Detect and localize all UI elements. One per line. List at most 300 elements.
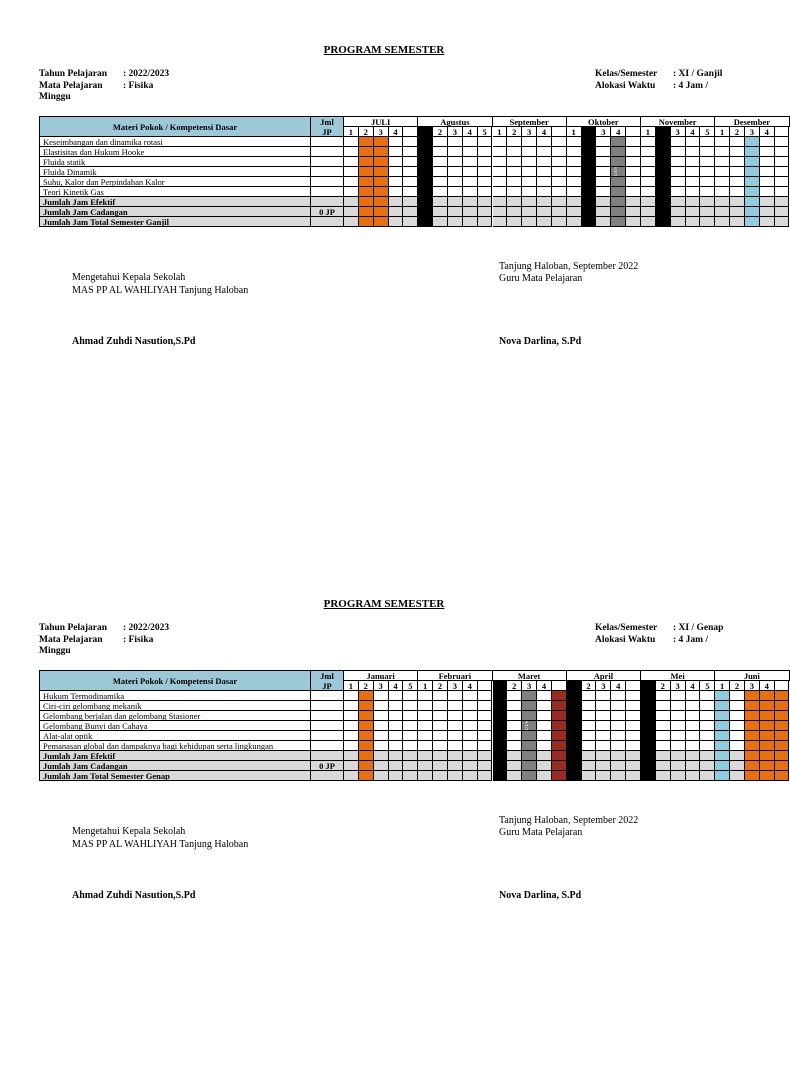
week-cell xyxy=(775,711,790,721)
week-cell xyxy=(686,197,701,207)
week-cell xyxy=(582,187,597,197)
week-cell xyxy=(389,147,404,157)
week-cell xyxy=(433,207,448,217)
week-cell xyxy=(374,207,389,217)
week-cell xyxy=(359,217,374,227)
signature-left-name: Ahmad Zuhdi Nasution,S.Pd xyxy=(72,336,196,347)
meta-label: Kelas/Semester xyxy=(595,69,658,79)
week-cell xyxy=(582,197,597,207)
week-cell xyxy=(671,761,686,771)
week-cell xyxy=(537,751,552,761)
week-cell xyxy=(671,701,686,711)
week-cell xyxy=(715,217,730,227)
week-cell xyxy=(641,187,656,197)
week-cell xyxy=(611,147,626,157)
meta-value: : XI / Genap xyxy=(673,623,724,633)
week-cell xyxy=(433,187,448,197)
week-cell xyxy=(700,701,715,711)
week-cell xyxy=(641,177,656,187)
week-cell xyxy=(760,197,775,207)
week-cell xyxy=(493,701,508,711)
week-cell xyxy=(730,177,745,187)
week-cell xyxy=(374,137,389,147)
week-cell xyxy=(403,721,418,731)
week-cell xyxy=(463,741,478,751)
week-cell xyxy=(775,177,790,187)
week-cell xyxy=(567,741,582,751)
week-cell xyxy=(641,691,656,701)
week-cell xyxy=(700,147,715,157)
week-cell xyxy=(403,701,418,711)
week-cell xyxy=(478,207,493,217)
week-cell xyxy=(507,177,522,187)
week-cell xyxy=(745,701,760,711)
week-cell xyxy=(641,137,656,147)
summary-row: Jumlah Jam Cadangan xyxy=(40,207,311,217)
week-number: 2 xyxy=(359,127,374,137)
topic-row: Pemanasan global dan dampaknya bagi kehidupan serta lingkungan xyxy=(40,741,311,751)
week-cell xyxy=(493,187,508,197)
week-number: 5 xyxy=(403,681,418,691)
week-cell xyxy=(418,137,433,147)
week-cell xyxy=(537,217,552,227)
page-title: PROGRAM SEMESTER xyxy=(323,598,445,610)
week-cell xyxy=(344,207,359,217)
week-cell xyxy=(775,751,790,761)
week-cell xyxy=(596,187,611,197)
week-cell xyxy=(463,721,478,731)
week-cell xyxy=(641,721,656,731)
week-cell xyxy=(448,167,463,177)
signature-right-name: Nova Darlina, S.Pd xyxy=(499,336,582,347)
week-cell xyxy=(596,711,611,721)
week-cell xyxy=(686,761,701,771)
week-cell xyxy=(671,217,686,227)
week-cell xyxy=(715,147,730,157)
week-cell xyxy=(700,711,715,721)
week-cell xyxy=(760,207,775,217)
week-cell xyxy=(700,157,715,167)
week-number: 2 xyxy=(582,681,597,691)
week-cell xyxy=(448,217,463,227)
week-cell xyxy=(389,167,404,177)
week-cell xyxy=(611,197,626,207)
jml-jp-cell xyxy=(311,721,344,731)
week-cell xyxy=(730,711,745,721)
week-cell xyxy=(596,197,611,207)
week-cell xyxy=(448,207,463,217)
week-cell xyxy=(448,147,463,157)
week-cell xyxy=(656,167,671,177)
week-cell xyxy=(448,751,463,761)
week-cell xyxy=(403,197,418,207)
week-cell xyxy=(403,177,418,187)
week-cell xyxy=(448,731,463,741)
week-cell xyxy=(344,217,359,227)
meta-left xyxy=(39,623,169,658)
week-cell xyxy=(745,167,760,177)
week-number: 2 xyxy=(507,127,522,137)
week-cell xyxy=(700,741,715,751)
week-cell xyxy=(389,137,404,147)
week-cell xyxy=(567,751,582,761)
week-cell xyxy=(418,751,433,761)
week-number: 3 xyxy=(522,681,537,691)
month-header: Desember xyxy=(715,117,789,127)
meta-label: Alokasi Waktu xyxy=(595,80,656,91)
week-cell xyxy=(641,207,656,217)
week-cell xyxy=(641,731,656,741)
week-cell xyxy=(522,751,537,761)
week-cell xyxy=(671,137,686,147)
week-cell xyxy=(537,721,552,731)
week-cell xyxy=(403,157,418,167)
week-cell xyxy=(359,197,374,207)
week-cell xyxy=(418,731,433,741)
week-cell xyxy=(641,711,656,721)
week-cell xyxy=(359,207,374,217)
summary-row: Jumlah Jam Efektif xyxy=(40,751,311,761)
week-cell xyxy=(374,721,389,731)
week-cell xyxy=(760,187,775,197)
week-cell xyxy=(715,711,730,721)
month-header: Januari xyxy=(344,671,418,681)
week-number: 4 xyxy=(686,127,701,137)
week-cell xyxy=(715,157,730,167)
week-cell xyxy=(537,137,552,147)
week-cell xyxy=(596,731,611,741)
week-cell xyxy=(626,731,641,741)
week-cell xyxy=(730,207,745,217)
week-cell xyxy=(582,691,597,701)
week-cell xyxy=(611,187,626,197)
week-cell xyxy=(775,701,790,711)
program-table xyxy=(39,116,790,227)
week-cell xyxy=(656,157,671,167)
week-cell xyxy=(745,751,760,761)
week-number: 3 xyxy=(522,127,537,137)
week-number: 1 xyxy=(567,127,582,137)
week-cell xyxy=(463,197,478,207)
week-cell xyxy=(552,701,567,711)
summary-row: Jumlah Jam Cadangan xyxy=(40,761,311,771)
week-cell xyxy=(389,217,404,227)
week-cell xyxy=(567,731,582,741)
week-cell xyxy=(433,751,448,761)
week-cell xyxy=(775,157,790,167)
week-cell xyxy=(403,731,418,741)
week-cell xyxy=(552,137,567,147)
meta-row xyxy=(595,635,723,647)
week-cell xyxy=(448,137,463,147)
week-cell xyxy=(700,197,715,207)
week-cell xyxy=(552,147,567,157)
week-cell xyxy=(389,721,404,731)
month-header: April xyxy=(567,671,641,681)
week-cell xyxy=(567,761,582,771)
week-cell xyxy=(359,771,374,781)
week-cell xyxy=(552,711,567,721)
week-cell xyxy=(611,137,626,147)
summary-jml xyxy=(311,771,344,781)
week-cell xyxy=(389,741,404,751)
week-cell xyxy=(745,217,760,227)
week-cell xyxy=(537,207,552,217)
week-cell xyxy=(641,197,656,207)
semester-genap-section xyxy=(0,554,768,1066)
week-cell xyxy=(626,751,641,761)
meta-row xyxy=(39,646,169,658)
week-number: 4 xyxy=(686,681,701,691)
week-cell xyxy=(344,691,359,701)
week-cell xyxy=(344,147,359,157)
week-cell xyxy=(582,157,597,167)
week-cell xyxy=(478,147,493,157)
week-number xyxy=(626,127,641,137)
week-cell xyxy=(775,761,790,771)
uts-label: UTS xyxy=(525,721,531,731)
week-cell xyxy=(611,217,626,227)
week-cell xyxy=(418,741,433,751)
week-cell xyxy=(582,741,597,751)
week-cell xyxy=(745,177,760,187)
week-cell xyxy=(641,761,656,771)
week-cell xyxy=(478,197,493,207)
topic-row: Fluida Dinamik xyxy=(40,167,311,177)
week-cell xyxy=(567,167,582,177)
week-number: 4 xyxy=(611,681,626,691)
week-cell xyxy=(656,691,671,701)
week-cell xyxy=(507,197,522,207)
week-cell xyxy=(582,731,597,741)
week-cell xyxy=(552,187,567,197)
week-cell xyxy=(344,771,359,781)
week-cell xyxy=(448,701,463,711)
meta-value: : 4 Jam / xyxy=(673,80,709,91)
week-cell xyxy=(493,157,508,167)
week-cell xyxy=(389,731,404,741)
jml-jp-cell xyxy=(311,711,344,721)
meta-value: : XI / Ganjil xyxy=(673,69,723,79)
week-cell xyxy=(478,167,493,177)
week-number: 3 xyxy=(745,127,760,137)
week-cell xyxy=(493,721,508,731)
week-cell xyxy=(582,751,597,761)
week-cell xyxy=(418,217,433,227)
week-cell xyxy=(522,177,537,187)
week-cell xyxy=(582,147,597,157)
summary-row: Jumlah Jam Total Semester Ganjil xyxy=(40,217,311,227)
week-number xyxy=(403,127,418,137)
week-cell xyxy=(686,137,701,147)
summary-jml xyxy=(311,217,344,227)
week-cell xyxy=(522,167,537,177)
week-cell xyxy=(730,167,745,177)
week-number: 4 xyxy=(463,681,478,691)
week-cell xyxy=(582,761,597,771)
week-cell xyxy=(359,187,374,197)
week-cell xyxy=(730,761,745,771)
week-cell xyxy=(656,147,671,157)
meta-value: : 2022/2023 xyxy=(123,623,170,633)
week-cell xyxy=(493,147,508,157)
week-cell xyxy=(760,711,775,721)
week-cell xyxy=(507,157,522,167)
month-header: Oktober xyxy=(567,117,641,127)
week-number: 1 xyxy=(418,127,433,137)
week-cell xyxy=(656,771,671,781)
meta-label: Kelas/Semester xyxy=(595,623,658,633)
week-number: 3 xyxy=(671,127,686,137)
week-cell xyxy=(567,771,582,781)
week-number: 5 xyxy=(700,681,715,691)
week-cell xyxy=(344,167,359,177)
week-cell xyxy=(374,731,389,741)
week-cell xyxy=(433,137,448,147)
week-cell xyxy=(715,721,730,731)
week-cell xyxy=(656,217,671,227)
week-cell xyxy=(478,701,493,711)
week-number: 1 xyxy=(493,127,508,137)
week-cell xyxy=(359,761,374,771)
jml-jp-cell xyxy=(311,167,344,177)
week-cell xyxy=(626,167,641,177)
week-number: 1 xyxy=(418,681,433,691)
week-cell xyxy=(700,731,715,741)
week-cell xyxy=(567,177,582,187)
meta-right xyxy=(595,69,722,92)
week-cell xyxy=(641,701,656,711)
week-cell xyxy=(493,711,508,721)
week-cell xyxy=(686,751,701,761)
week-cell xyxy=(700,771,715,781)
week-cell xyxy=(403,147,418,157)
week-cell xyxy=(671,741,686,751)
meta-label: Mata Pelajaran xyxy=(39,634,103,645)
week-cell xyxy=(775,137,790,147)
week-number: 4 xyxy=(463,127,478,137)
week-cell xyxy=(359,721,374,731)
week-cell xyxy=(626,701,641,711)
week-cell xyxy=(745,147,760,157)
week-cell xyxy=(760,691,775,701)
week-cell xyxy=(686,147,701,157)
week-cell xyxy=(656,197,671,207)
signature-right-line2: Guru Mata Pelajaran xyxy=(499,273,583,284)
week-cell xyxy=(715,167,730,177)
week-cell xyxy=(493,771,508,781)
week-cell xyxy=(374,147,389,157)
week-cell xyxy=(507,761,522,771)
signature-right-line1: Tanjung Haloban, September 2022 xyxy=(499,261,639,272)
week-cell xyxy=(389,187,404,197)
week-cell xyxy=(611,761,626,771)
summary-row: Jumlah Jam Total Semester Genap xyxy=(40,771,311,781)
week-cell xyxy=(552,771,567,781)
week-cell xyxy=(760,147,775,157)
week-number: 2 xyxy=(433,681,448,691)
week-cell xyxy=(775,721,790,731)
week-cell xyxy=(611,741,626,751)
week-cell xyxy=(507,751,522,761)
week-cell xyxy=(433,741,448,751)
week-cell xyxy=(418,711,433,721)
week-cell xyxy=(418,167,433,177)
week-cell xyxy=(582,771,597,781)
week-cell xyxy=(537,177,552,187)
week-cell xyxy=(567,157,582,167)
week-cell xyxy=(344,741,359,751)
signature-right-line2: Guru Mata Pelajaran xyxy=(499,827,583,838)
week-cell xyxy=(374,187,389,197)
week-cell xyxy=(671,147,686,157)
week-number: 3 xyxy=(596,681,611,691)
week-cell xyxy=(626,137,641,147)
week-number: 1 xyxy=(567,681,582,691)
header-jml-jp: Jml JP xyxy=(311,117,344,137)
week-cell xyxy=(522,731,537,741)
jml-jp-cell xyxy=(311,157,344,167)
week-cell xyxy=(552,217,567,227)
week-cell xyxy=(389,701,404,711)
meta-row xyxy=(39,635,169,647)
week-cell xyxy=(760,731,775,741)
week-cell xyxy=(418,691,433,701)
week-cell xyxy=(700,691,715,701)
week-number: 1 xyxy=(715,127,730,137)
week-cell xyxy=(596,741,611,751)
week-cell xyxy=(686,711,701,721)
week-cell xyxy=(522,741,537,751)
week-cell xyxy=(700,721,715,731)
week-cell xyxy=(715,771,730,781)
week-cell xyxy=(700,217,715,227)
week-cell xyxy=(671,711,686,721)
topic-row: Keseimbangan dan dinamika rotasi xyxy=(40,137,311,147)
jml-jp-cell xyxy=(311,147,344,157)
week-cell xyxy=(522,701,537,711)
meta-right xyxy=(595,623,723,646)
week-number: 1 xyxy=(344,127,359,137)
week-cell xyxy=(745,711,760,721)
week-cell xyxy=(374,711,389,721)
week-cell xyxy=(389,691,404,701)
meta-row xyxy=(39,81,169,93)
week-cell xyxy=(686,721,701,731)
week-cell xyxy=(686,771,701,781)
jml-jp-cell xyxy=(311,187,344,197)
week-cell xyxy=(463,731,478,741)
week-cell xyxy=(478,751,493,761)
week-cell xyxy=(374,761,389,771)
week-cell xyxy=(359,147,374,157)
week-cell xyxy=(448,157,463,167)
week-cell xyxy=(730,741,745,751)
week-cell xyxy=(775,691,790,701)
week-cell xyxy=(344,187,359,197)
week-cell xyxy=(715,751,730,761)
week-cell xyxy=(522,207,537,217)
week-cell xyxy=(433,167,448,177)
week-cell xyxy=(493,761,508,771)
week-cell xyxy=(478,711,493,721)
week-cell xyxy=(775,167,790,177)
week-cell xyxy=(611,751,626,761)
week-cell xyxy=(775,147,790,157)
week-cell xyxy=(537,157,552,167)
week-cell xyxy=(374,177,389,187)
topic-row: Gelombang Bunyi dan Cahaya xyxy=(40,721,311,731)
